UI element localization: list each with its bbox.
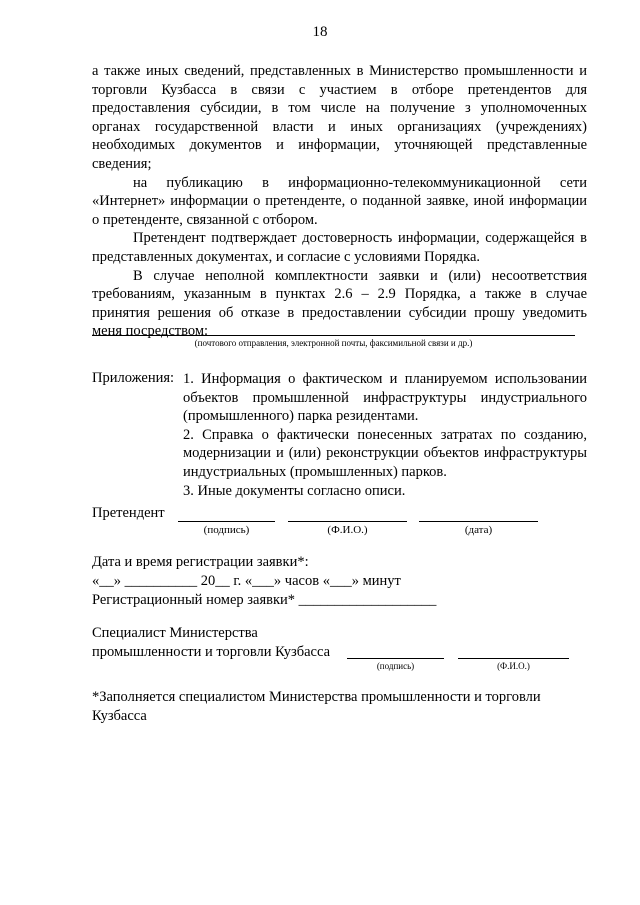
attachment-item: 2. Справка о фактически понесенных затратах по созданию, модернизации и (или) реконструкции объектов инфраструктуры индустриальных (промышленных) парков. [183, 426, 587, 480]
specialist-name-line [458, 658, 569, 659]
specialist-name-caption: (Ф.И.О.) [497, 661, 530, 671]
applicant-signature-caption: (подпись) [203, 524, 250, 536]
applicant-date-line [419, 521, 538, 522]
specialist-label-line2: промышленности и торговли Кузбасса [92, 644, 331, 660]
specialist-signature-caption: (подпись) [376, 661, 415, 671]
applicant-date-caption: (дата) [464, 524, 493, 536]
attachments-list [183, 370, 587, 500]
paragraph-consent-publication: на публикацию в информационно-телекоммуникационной сети «Интернет» информации о претенденте, о поданной заявке, иной информации о претенденте, связанной с отбором. [92, 174, 587, 228]
footnote: *Заполняется специалистом Министерства промышленности и торговли Кузбасса [92, 689, 541, 724]
paragraph-confirmation: Претендент подтверждает достоверность информации, содержащейся в представленных документах, и согласие с условиями Порядка. [92, 230, 587, 265]
page-number: 18 [312, 24, 328, 40]
applicant-name-line [288, 521, 407, 522]
attachments-label: Приложения: [92, 370, 175, 386]
applicant-name-caption: (Ф.И.О.) [327, 524, 368, 536]
registration-datetime-line: «__» __________ 20__ г. «___» часов «___» минут [92, 573, 401, 589]
applicant-signature-line [178, 521, 275, 522]
specialist-label-line1: Специалист Министерства [92, 625, 258, 641]
specialist-signature-line [347, 658, 444, 659]
registration-number-line: Регистрационный номер заявки* ___________________ [92, 592, 437, 608]
applicant-label: Претендент [92, 505, 165, 521]
attachment-item: 3. Иные документы согласно описи. [183, 482, 406, 499]
attachment-item: 1. Информация о фактическом и планируемом использовании объектов промышленной инфраструктуры индустриального (промышленного) парка резидентами. [183, 371, 587, 425]
paragraph-notification: В случае неполной комплектности заявки и (или) несоответствия требованиям, указанным в пунктах 2.6 – 2.9 Порядка, а также в случае принятия решения об отказе в предоставлении субсидии прошу уведомить меня посредством: [92, 267, 587, 340]
notify-method-line [92, 335, 575, 336]
registration-datetime-label: Дата и время регистрации заявки*: [92, 554, 309, 570]
notify-method-caption: (почтового отправления, электронной почты, факсимильной связи и др.) [194, 338, 473, 348]
main-text [92, 62, 587, 341]
paragraph-consent-info: а также иных сведений, представленных в Министерство промышленности и торговли Кузбасса в связи с участием в отборе претендентов для предоставления субсидии, в том числе на получение з уполномоченных органах государственной власти и иных организациях (учреждениях) необходимых документов и информации, уточняющей представленные сведения; [92, 63, 587, 172]
